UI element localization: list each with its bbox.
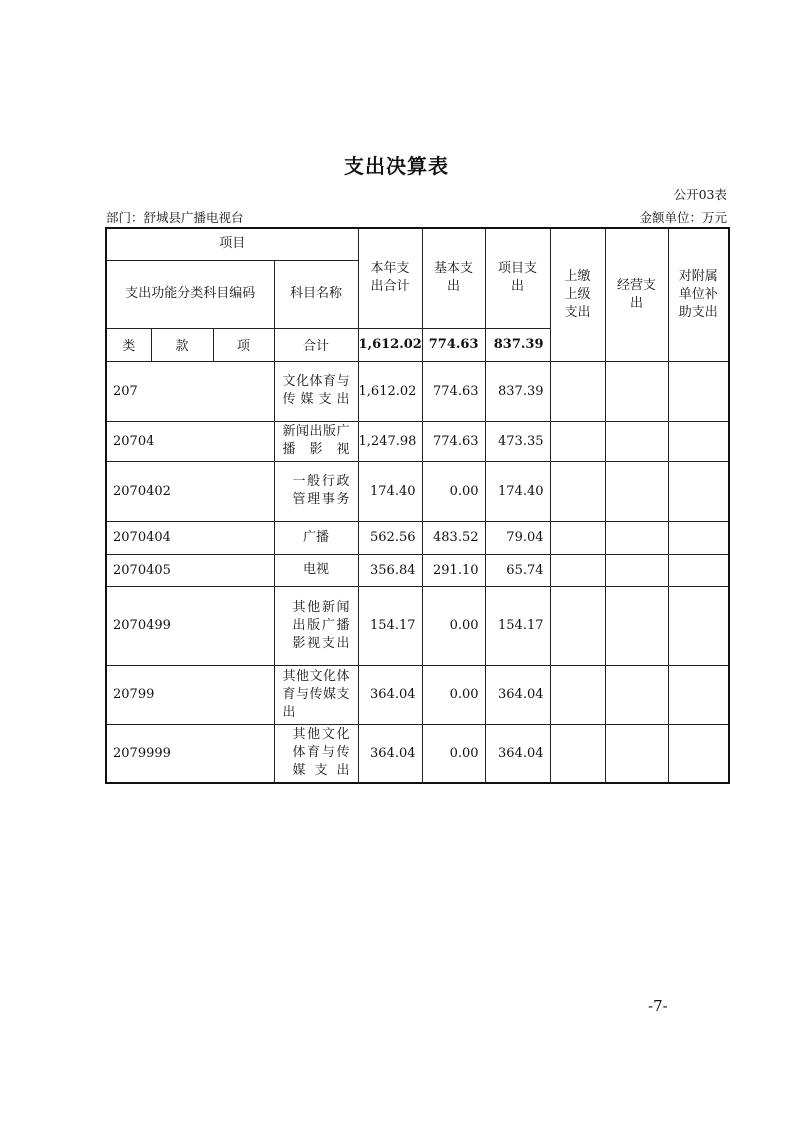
row-basic: 774.63 (422, 421, 485, 461)
header-xiang: 项 (213, 328, 274, 361)
row-basic: 0.00 (422, 461, 485, 521)
row-subsidy (668, 554, 729, 586)
row-project: 65.74 (485, 554, 550, 586)
row-code: 20704 (106, 421, 274, 461)
row-code: 2070404 (106, 521, 274, 554)
row-project: 364.04 (485, 724, 550, 783)
header-subject-name: 科目名称 (274, 260, 358, 328)
row-subsidy (668, 361, 729, 421)
page-title: 支出决算表 (344, 154, 449, 178)
header-basic: 基本支出 (422, 228, 485, 328)
row-subject-name: 文化体育与传媒支出 (274, 361, 358, 421)
row-code: 2079999 (106, 724, 274, 783)
total-row-basic: 774.63 (422, 328, 485, 361)
row-code: 207 (106, 361, 274, 421)
row-code: 2070499 (106, 586, 274, 665)
header-business: 经营支出 (605, 228, 668, 361)
header-item: 项目 (106, 228, 358, 260)
row-project: 837.39 (485, 361, 550, 421)
table-row (106, 586, 729, 665)
row-subsidy (668, 461, 729, 521)
row-total: 562.56 (358, 521, 422, 554)
table-row (106, 665, 729, 724)
row-project: 473.35 (485, 421, 550, 461)
header-upper: 上缴上级支出 (550, 228, 605, 361)
row-total: 174.40 (358, 461, 422, 521)
header-lei: 类 (106, 328, 151, 361)
row-business (605, 521, 668, 554)
total-row-label: 合计 (274, 328, 358, 361)
row-basic: 483.52 (422, 521, 485, 554)
row-upper (550, 665, 605, 724)
header-project: 项目支出 (485, 228, 550, 328)
row-project: 79.04 (485, 521, 550, 554)
row-subsidy (668, 724, 729, 783)
table-row (106, 554, 729, 586)
row-upper (550, 554, 605, 586)
row-basic: 0.00 (422, 665, 485, 724)
row-total: 356.84 (358, 554, 422, 586)
table-row (106, 461, 729, 521)
row-total: 1,247.98 (358, 421, 422, 461)
row-total: 1,612.02 (358, 361, 422, 421)
row-subject-name: 其他新闻出版广播影视支出 (274, 586, 358, 665)
row-code: 2070402 (106, 461, 274, 521)
row-subject-name: 其他文化体育与传媒支出 (274, 665, 358, 724)
row-subject-name: 电视 (274, 554, 358, 586)
form-number: 公开03表 (673, 187, 727, 202)
row-subsidy (668, 421, 729, 461)
table-row (106, 421, 729, 461)
row-subsidy (668, 665, 729, 724)
header-code: 支出功能分类科目编码 (106, 260, 274, 328)
row-project: 364.04 (485, 665, 550, 724)
total-row-total: 1,612.02 (358, 328, 422, 361)
row-code: 2070405 (106, 554, 274, 586)
amount-unit-label: 金额单位：万元 (639, 210, 727, 225)
row-basic: 291.10 (422, 554, 485, 586)
row-project: 174.40 (485, 461, 550, 521)
row-total: 364.04 (358, 665, 422, 724)
row-upper (550, 521, 605, 554)
row-business (605, 724, 668, 783)
header-subsidy: 对附属单位补助支出 (668, 228, 729, 361)
table-row (106, 724, 729, 783)
row-subject-name: 一般行政管理事务 (274, 461, 358, 521)
row-upper (550, 724, 605, 783)
total-row-project: 837.39 (485, 328, 550, 361)
row-total: 154.17 (358, 586, 422, 665)
row-code: 20799 (106, 665, 274, 724)
row-total: 364.04 (358, 724, 422, 783)
row-basic: 0.00 (422, 586, 485, 665)
row-business (605, 421, 668, 461)
row-project: 154.17 (485, 586, 550, 665)
row-business (605, 554, 668, 586)
row-business (605, 461, 668, 521)
row-basic: 0.00 (422, 724, 485, 783)
row-business (605, 586, 668, 665)
header-kuan: 款 (151, 328, 213, 361)
row-subsidy (668, 586, 729, 665)
row-subsidy (668, 521, 729, 554)
table-row (106, 361, 729, 421)
row-basic: 774.63 (422, 361, 485, 421)
row-upper (550, 361, 605, 421)
header-total: 本年支出合计 (358, 228, 422, 328)
row-business (605, 361, 668, 421)
table-row (106, 521, 729, 554)
department-label: 部门：舒城县广播电视台 (106, 210, 244, 225)
row-upper (550, 586, 605, 665)
row-upper (550, 461, 605, 521)
row-subject-name: 新闻出版广播影视 (274, 421, 358, 461)
expenditure-table (105, 227, 730, 784)
page-number: -7- (648, 997, 668, 1015)
row-subject-name: 广播 (274, 521, 358, 554)
row-subject-name: 其他文化体育与传媒支出 (274, 724, 358, 783)
row-upper (550, 421, 605, 461)
row-business (605, 665, 668, 724)
